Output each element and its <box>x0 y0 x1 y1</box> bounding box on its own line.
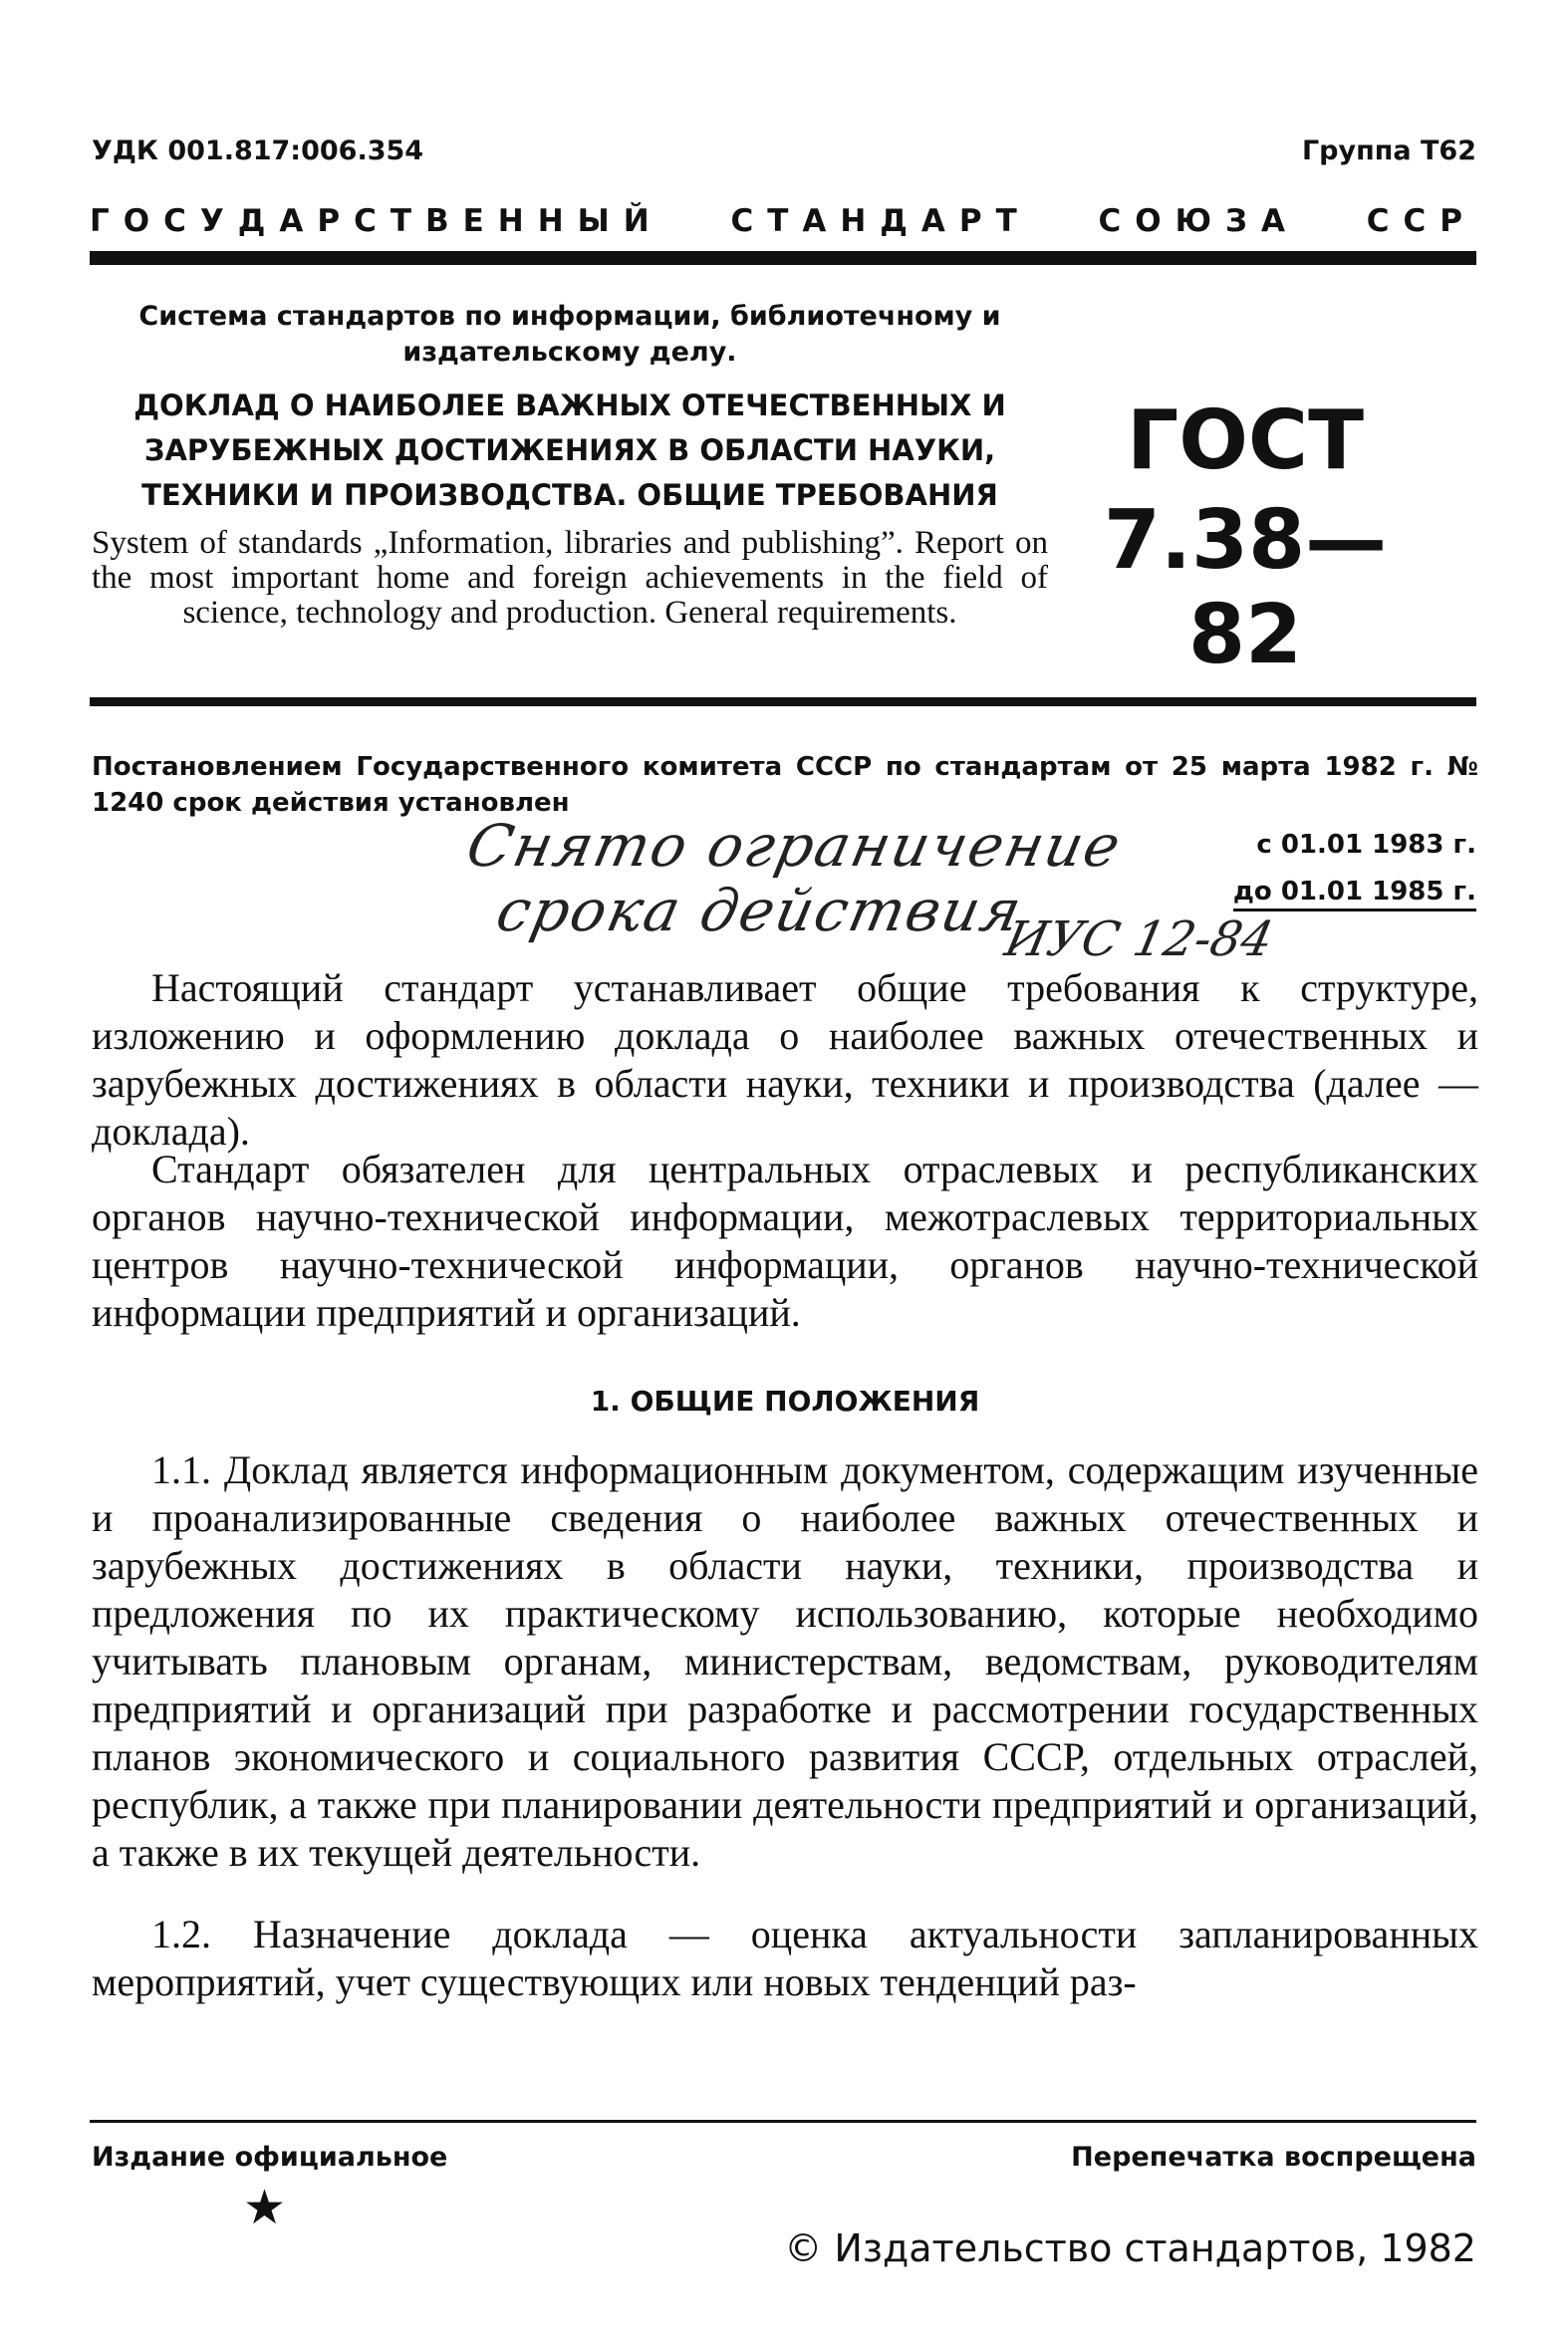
intro-paragraph-1: Настоящий стандарт устанавливает общие требования к структуре, изложению и оформлению доклада о наиболее важных отечественных и зарубежных достижениях в области науки, техники и производства (далее — доклада). <box>92 965 1478 1154</box>
header-rule <box>90 251 1476 265</box>
title-rule <box>90 697 1476 706</box>
gost-label: ГОСТ <box>1126 393 1365 488</box>
gost-number: 7.38—82 <box>1103 493 1388 682</box>
section-title: 1. ОБЩИЕ ПОЛОЖЕНИЯ <box>590 1385 980 1418</box>
report-title-ru: ДОКЛАД О НАИБОЛЕЕ ВАЖНЫХ ОТЕЧЕСТВЕННЫХ И ЗАРУБЕЖНЫХ ДОСТИЖЕНИЯХ В ОБЛАСТИ НАУКИ, ТЕХНИКИ И ПРОИЗВОДСТВА. ОБЩИЕ ТРЕБОВАНИЯ <box>133 389 1006 512</box>
state-title-word-4: ССР <box>1366 203 1476 239</box>
decree-text: Постановлением Государственного комитета СССР по стандартам от 25 марта 1982 г. № 1240 срок действия установлен <box>92 752 1478 818</box>
state-title-word-3: СОЮЗА <box>1098 203 1300 239</box>
handwritten-note-ref: ИУС 12-84 <box>1000 911 1278 967</box>
udk-code: УДК 001.817:006.354 <box>92 135 424 166</box>
state-standard-title <box>90 203 1476 239</box>
state-title-word-1: ГОСУДАРСТВЕННЫЙ <box>90 203 663 239</box>
reprint-notice: Перепечатка воспрещена <box>1071 2142 1476 2173</box>
state-title-word-2: СТАНДАРТ <box>730 203 1031 239</box>
date-from: с 01.01 1983 г. <box>1256 830 1476 860</box>
clause-1-1: 1.1. Доклад является информационным документом, содержащим изученные и проанализированные сведения о наиболее важных отечественных и зарубежных достижениях в области науки, техники, производства и предложения по их практическому использованию, которые необходимо учитывать плановым органам, министерствам, ведомствам, руководителям предприятий и организаций при разработке и рассмотрении государственных планов экономического и социального развития СССР, отдельных отраслей, республик, а также при планировании деятельности предприятий и организаций, а также в их текущей деятельности. <box>92 1447 1478 1875</box>
star-icon: ★ <box>243 2182 287 2234</box>
handwritten-note-line2: срока действия <box>490 877 1029 944</box>
official-edition: Издание официальное <box>92 2142 448 2173</box>
group-code: Группа Т62 <box>1301 135 1476 166</box>
system-title: Система стандартов по информации, библиотечному и издательскому делу. <box>138 301 1001 368</box>
date-to: до 01.01 1985 г. <box>1233 877 1476 911</box>
copyright: © Издательство стандартов, 1982 <box>784 2226 1476 2270</box>
clause-1-2: 1.2. Назначение доклада — оценка актуальности запланированных мероприятий, учет существующих или новых тенденций раз- <box>92 1912 1478 2004</box>
intro-paragraph-2: Стандарт обязателен для центральных отраслевых и республиканских органов научно-технической информации, межотраслевых территориальных центров научно-технической информации, органов научно-технической информации предприятий и организаций. <box>92 1147 1478 1335</box>
handwritten-note-line1: Снято ограничение <box>460 812 1129 880</box>
report-title-en: System of standards „Information, libraries and publishing”. Report on the most important home and foreign achievements in the field of science, technology and production. General requirements. <box>92 525 1048 631</box>
footer-rule <box>90 2120 1476 2123</box>
